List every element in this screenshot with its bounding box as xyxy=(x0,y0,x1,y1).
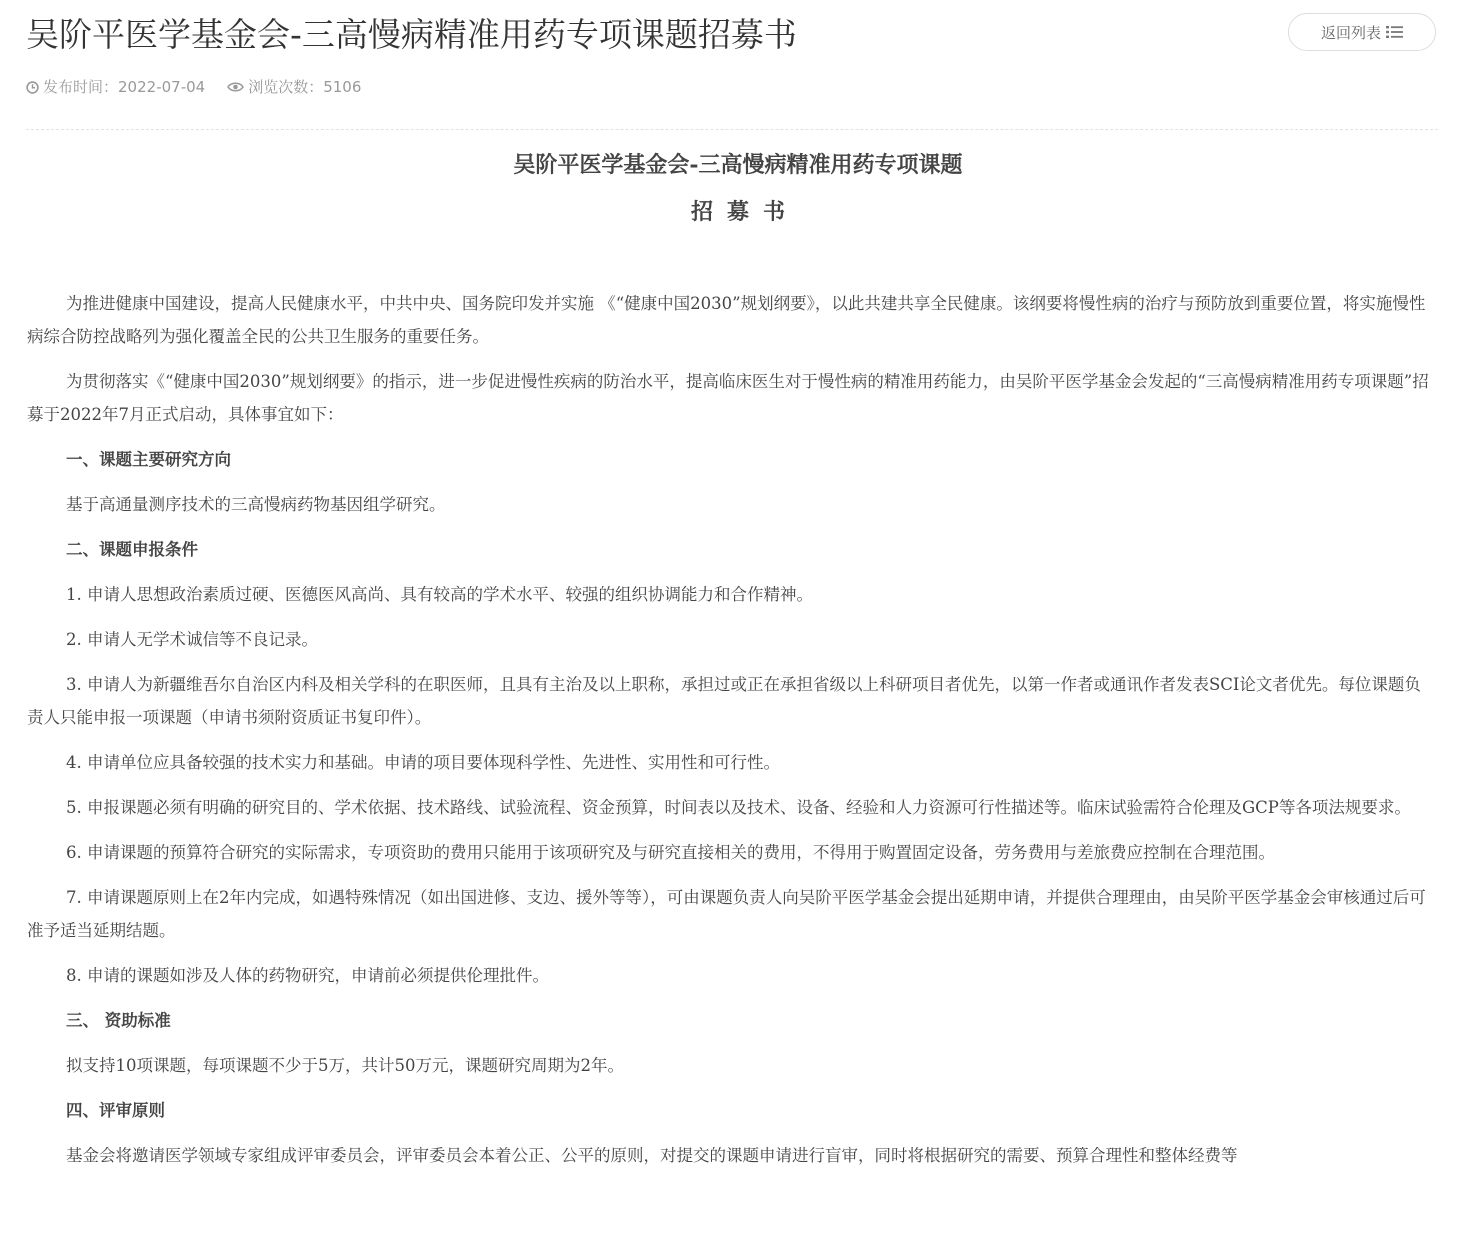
list-item: 8. 申请的课题如涉及人体的药物研究，申请前必须提供伦理批件。 xyxy=(66,966,549,985)
paragraph: 为贯彻落实《“健康中国2030”规划纲要》的指示，进一步促进慢性疾病的防治水平，提高临床医生对于慢性病的精准用药能力，由吴阶平医学基金会发起的“三高慢病精准用药专项课题”招募于2022年7月正式启动，具体事宜如下： xyxy=(27,372,1429,424)
paragraph: 基于高通量测序技术的三高慢病药物基因组学研究。 xyxy=(66,495,446,514)
publish-time xyxy=(26,76,205,98)
back-to-list-label: 返回列表 xyxy=(1320,23,1381,42)
section-heading: 三、 资助标准 xyxy=(66,1011,171,1030)
section-heading: 四、评审原则 xyxy=(66,1101,165,1120)
view-count xyxy=(227,76,361,98)
clock-icon xyxy=(26,81,39,94)
header-divider xyxy=(26,129,1438,130)
publish-time-label: 发布时间： xyxy=(43,78,119,96)
list-item: 7. 申请课题原则上在2年内完成，如遇特殊情况（如出国进修、支边、援外等等），可由课题负责人向吴阶平医学基金会提出延期申请，并提供合理理由，由吴阶平医学基金会审核通过后可准予适当延期结题。 xyxy=(27,888,1426,940)
publish-time-value: 2022-07-04 xyxy=(118,78,206,96)
document-subheading: 招募书 xyxy=(690,199,799,225)
view-count-value: 5106 xyxy=(323,78,362,96)
paragraph: 为推进健康中国建设，提高人民健康水平，中共中央、国务院印发并实施 《“健康中国2030”规划纲要》，以此共建共享全民健康。该纲要将慢性病的治疗与预防放到重要位置，将实施慢性病综合防控战略列为强化覆盖全民的公共卫生服务的重要任务。 xyxy=(27,294,1426,346)
paragraph: 拟支持10项课题，每项课题不少于5万，共计50万元，课题研究周期为2年。 xyxy=(66,1056,624,1075)
article-meta xyxy=(26,76,361,98)
list-item: 4. 申请单位应具备较强的技术实力和基础。申请的项目要体现科学性、先进性、实用性和可行性。 xyxy=(66,753,780,772)
list-item: 3. 申请人为新疆维吾尔自治区内科及相关学科的在职医师，且具有主治及以上职称，承担过或正在承担省级以上科研项目者优先，以第一作者或通讯作者发表SCI论文者优先。每位课题负责人只能申报一项课题（申请书须附资质证书复印件）。 xyxy=(27,675,1421,727)
list-item: 1. 申请人思想政治素质过硬、医德医风高尚、具有较高的学术水平、较强的组织协调能力和合作精神。 xyxy=(66,585,813,604)
paragraph: 基金会将邀请医学领域专家组成评审委员会，评审委员会本着公正、公平的原则，对提交的课题申请进行盲审，同时将根据研究的需要、预算合理性和整体经费等 xyxy=(66,1146,1238,1165)
list-item: 2. 申请人无学术诚信等不良记录。 xyxy=(66,630,318,649)
eye-icon xyxy=(227,81,244,93)
view-count-label: 浏览次数： xyxy=(248,78,324,96)
section-heading: 一、课题主要研究方向 xyxy=(66,450,231,469)
section-heading: 二、课题申报条件 xyxy=(66,540,198,559)
list-item: 6. 申请课题的预算符合研究的实际需求，专项资助的费用只能用于该项研究及与研究直接相关的费用，不得用于购置固定设备，劳务费用与差旅费应控制在合理范围。 xyxy=(66,843,1275,862)
back-to-list-button[interactable] xyxy=(1288,13,1436,51)
document-heading: 吴阶平医学基金会-三高慢病精准用药专项课题 xyxy=(513,152,963,178)
list-item: 5. 申报课题必须有明确的研究目的、学术依据、技术路线、试验流程、资金预算，时间表以及技术、设备、经验和人力资源可行性描述等。临床试验需符合伦理及GCP等各项法规要求。 xyxy=(66,798,1411,817)
article-body xyxy=(27,287,1429,1184)
page-title: 吴阶平医学基金会-三高慢病精准用药专项课题招募书 xyxy=(26,15,797,54)
list-icon xyxy=(1386,25,1403,39)
